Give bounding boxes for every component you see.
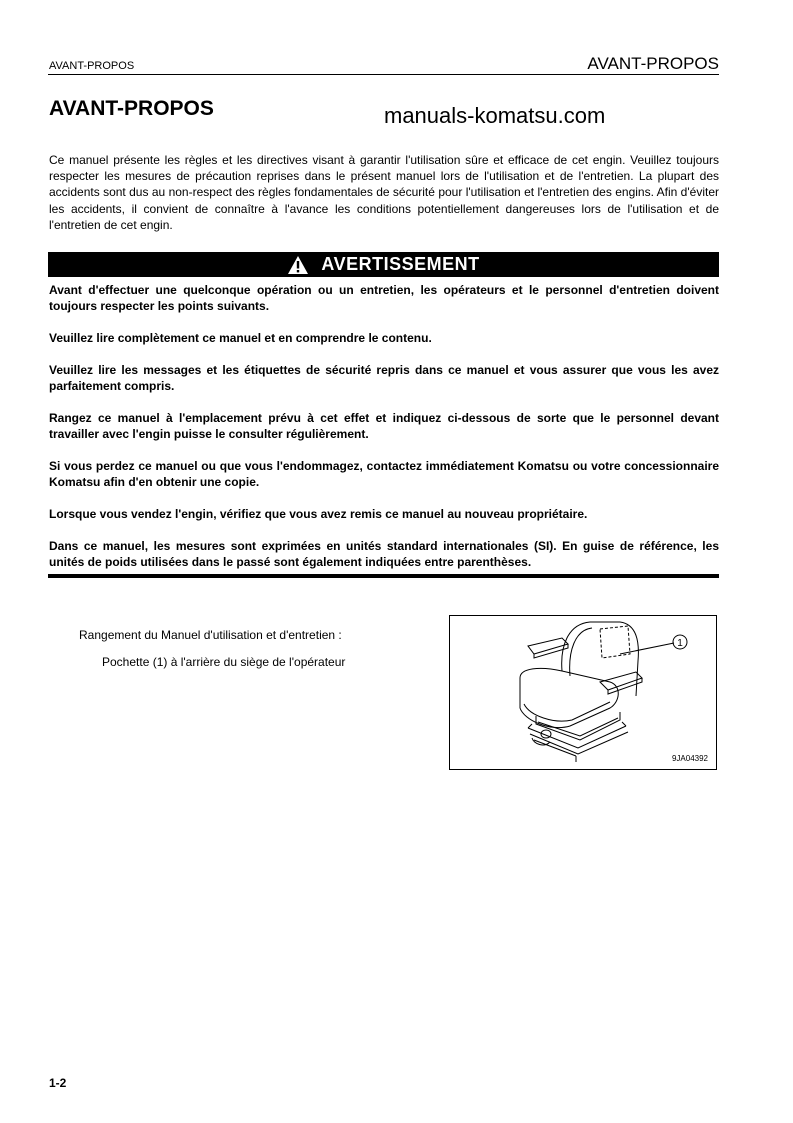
storage-location: Pochette (1) à l'arrière du siège de l'opérateur xyxy=(102,655,346,669)
warning-paragraph: Si vous perdez ce manuel ou que vous l'endommagez, contactez immédiatement Komatsu ou votre concessionnaire Komatsu afin d'en obtenir une copie. xyxy=(49,459,719,489)
warning-body xyxy=(49,282,719,586)
warning-paragraph: Veuillez lire les messages et les étiquettes de sécurité repris dans ce manuel et vous assurer que vous les avez parfaitement compris. xyxy=(49,363,719,393)
watermark-text: manuals-komatsu.com xyxy=(384,103,606,128)
page-title: AVANT-PROPOS xyxy=(49,97,214,120)
seat-figure xyxy=(449,615,717,770)
operator-seat-illustration xyxy=(450,616,716,769)
header-rule xyxy=(48,74,719,75)
warning-heading: AVERTISSEMENT xyxy=(321,254,480,274)
running-header-right: AVANT-PROPOS xyxy=(587,54,719,73)
warning-paragraph: Rangez ce manuel à l'emplacement prévu à cet effet et indiquez ci-dessous de sorte que le personnel devant travailler avec l'engin puisse le consulter régulièrement. xyxy=(49,411,719,441)
storage-label: Rangement du Manuel d'utilisation et d'entretien : xyxy=(79,628,342,642)
warning-paragraph: Veuillez lire complètement ce manuel et en comprendre le contenu. xyxy=(49,331,432,345)
callout-number: 1 xyxy=(677,638,683,649)
warning-paragraph: Avant d'effectuer une quelconque opération ou un entretien, les opérateurs et le personnel d'entretien doivent toujours respecter les points suivants. xyxy=(49,283,719,313)
warning-banner xyxy=(48,252,719,277)
running-header-left: AVANT-PROPOS xyxy=(49,60,135,72)
intro-paragraph: Ce manuel présente les règles et les directives visant à garantir l'utilisation sûre et efficace de cet engin. Veuillez toujours respecter les mesures de précaution reprises dans le présent manuel lors de l'utilisation et de l'entretien. La plupart des accidents sont dus au non-respect des règles fondamentales de sécurité pour l'utilisation et l'entretien des engins. Afin d'éviter les accidents, il convient de connaître à l'avance les conditions potentiellement dangereuses lors de l'utilisation et de l'entretien de cet engin. xyxy=(49,153,719,232)
warning-bottom-rule xyxy=(48,574,719,578)
warning-paragraph: Lorsque vous vendez l'engin, vérifiez que vous avez remis ce manuel au nouveau propriétaire. xyxy=(49,507,588,521)
warning-triangle-icon xyxy=(287,255,309,275)
page-number: 1-2 xyxy=(49,1076,67,1090)
figure-code: 9JA04392 xyxy=(671,754,708,763)
warning-paragraph: Dans ce manuel, les mesures sont exprimées en unités standard internationales (SI). En guise de référence, les unités de poids utilisées dans le passé sont également indiquées entre parenthèses. xyxy=(49,539,719,569)
